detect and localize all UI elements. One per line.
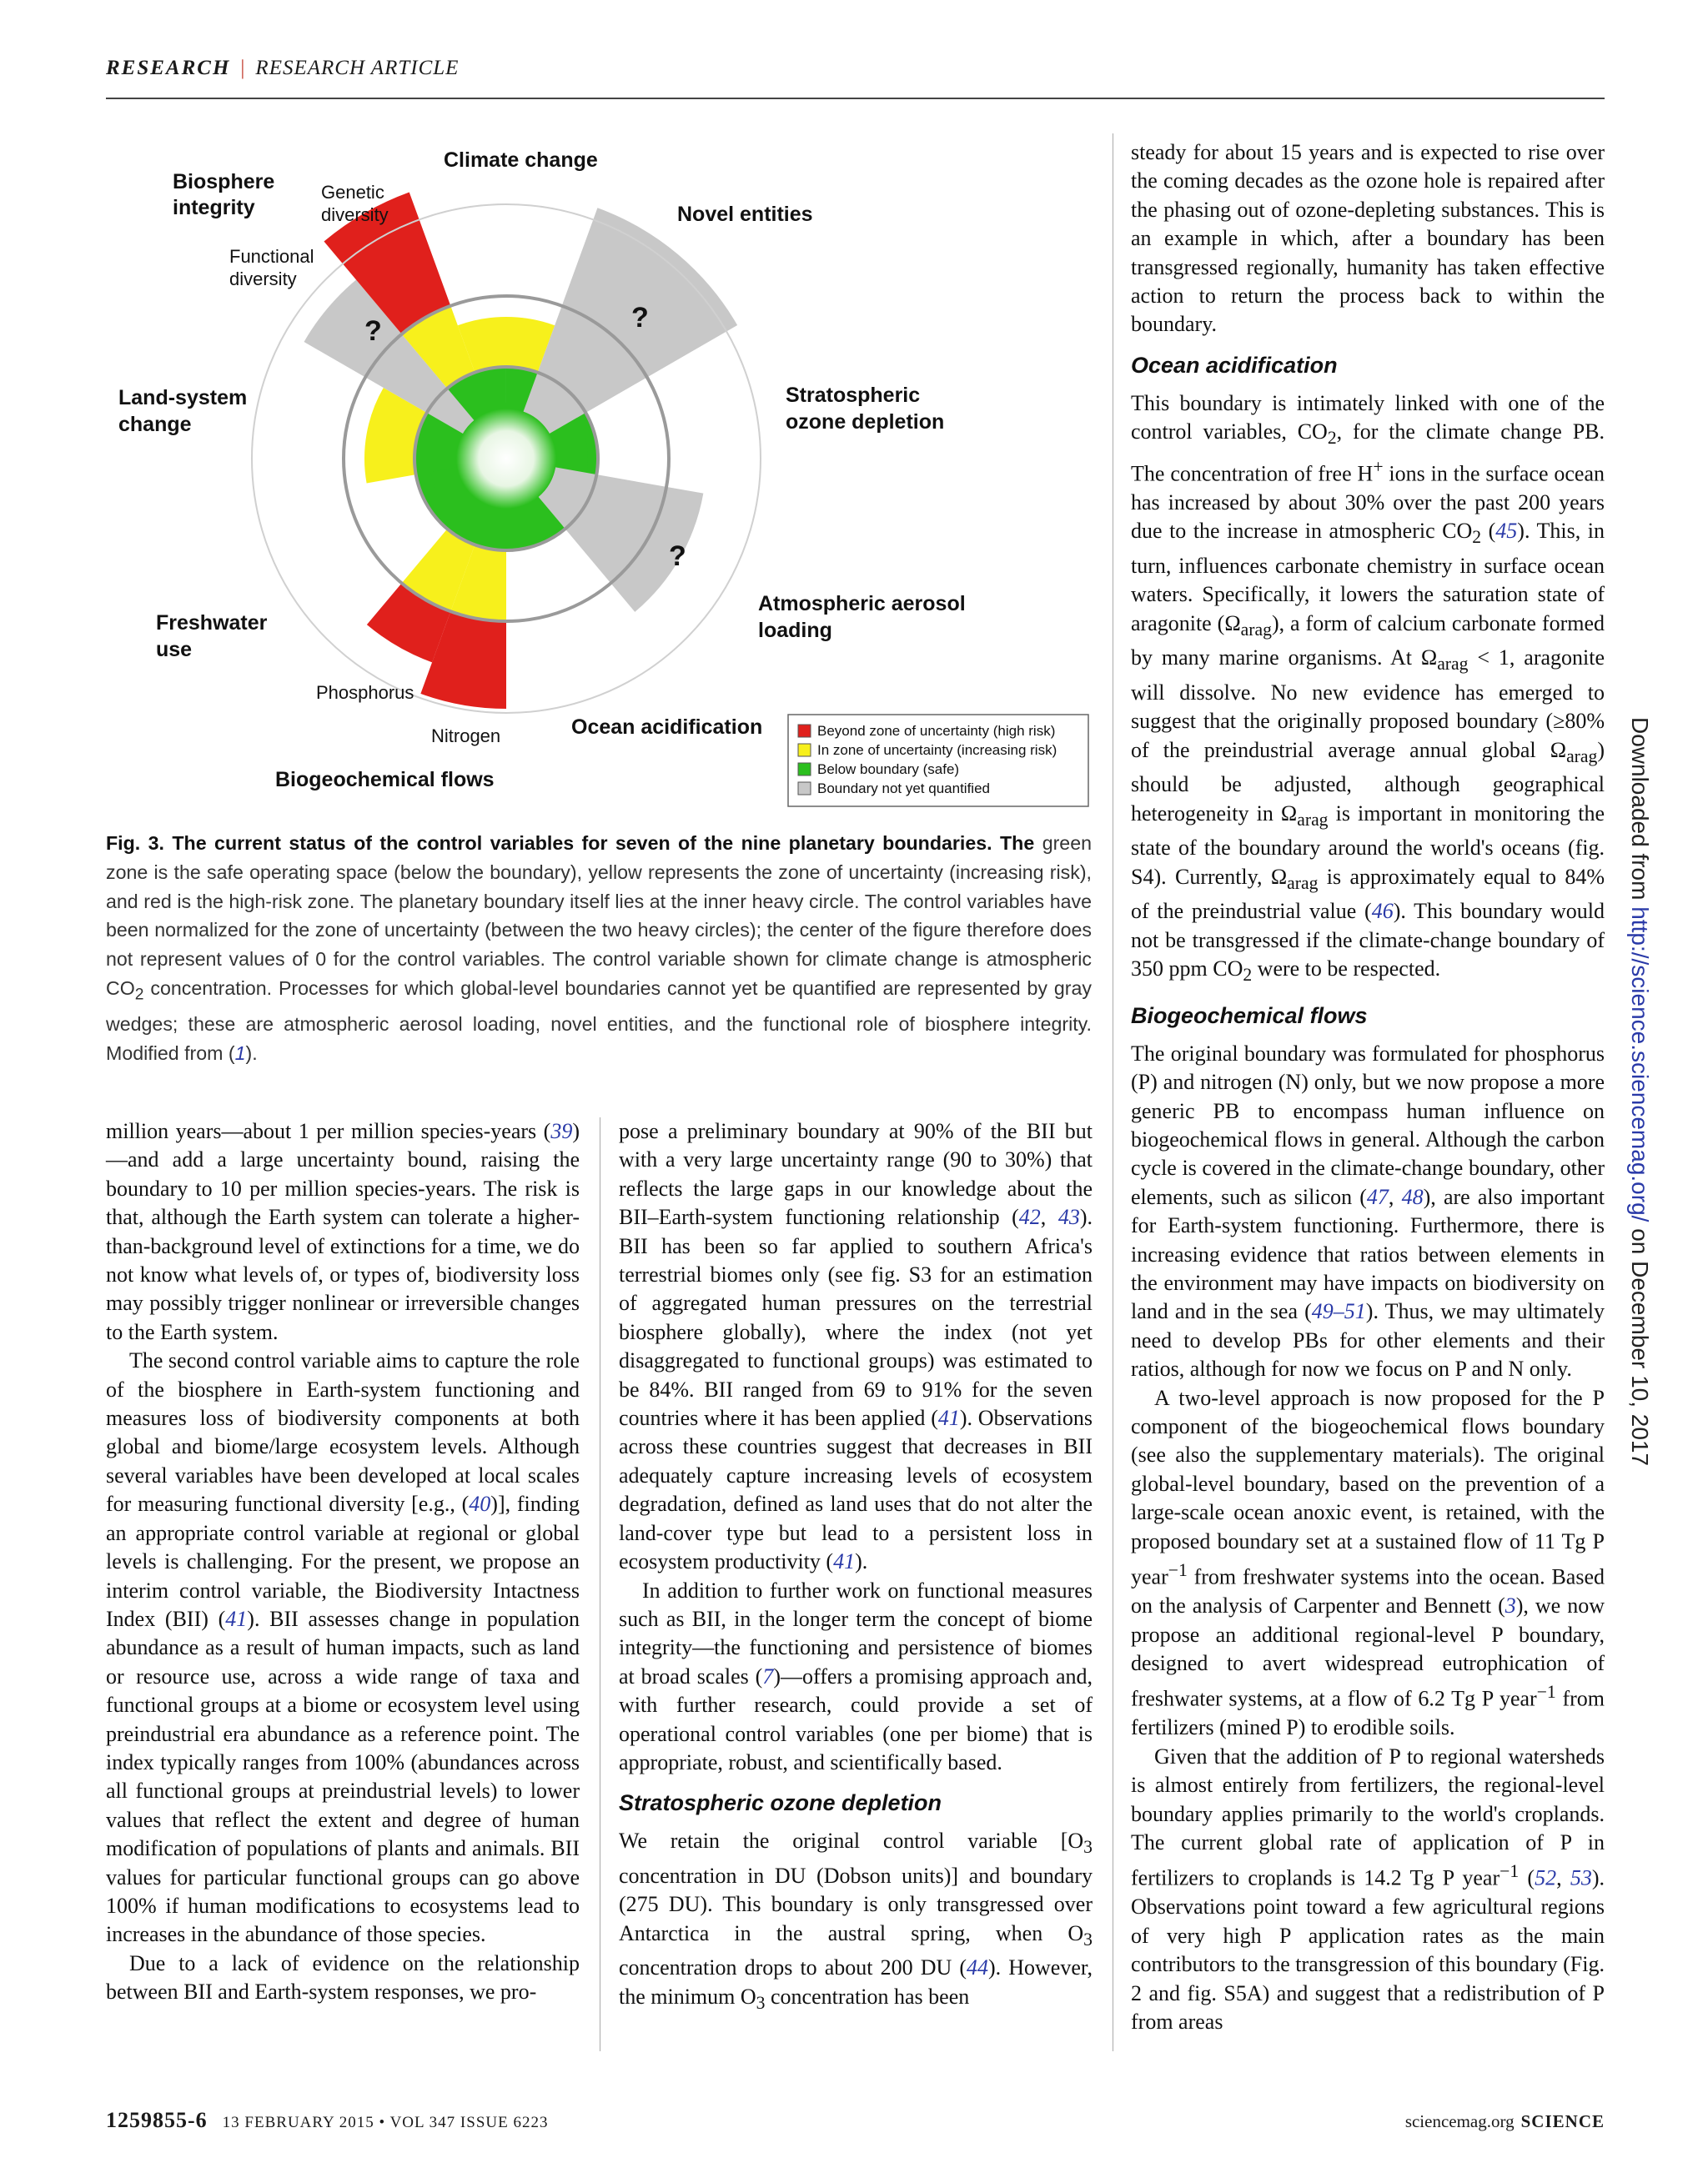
citation-link[interactable]: 7 [762, 1664, 774, 1689]
unknown-mark-novel: ? [631, 302, 649, 334]
site-name: sciencemag.org [1404, 2111, 1515, 2131]
label-freshwater-use: use [156, 638, 193, 661]
legend-label-yellow: In zone of uncertainty (increasing risk) [817, 742, 1057, 758]
citation-link[interactable]: 41 [225, 1606, 248, 1631]
citation-link[interactable]: 45 [1495, 519, 1518, 544]
label-nitrogen: Nitrogen [431, 725, 501, 746]
label-functional: Functional [229, 246, 314, 267]
citation-link[interactable]: 53 [1570, 1866, 1592, 1891]
subsection-label: RESEARCH ARTICLE [255, 57, 460, 79]
label-biogeochemical-flows: Biogeochemical flows [275, 768, 495, 791]
paragraph: Due to a lack of evidence on the relationship between BII and Earth-system responses, we pro- [106, 1950, 580, 2005]
caption-text: green zone is the safe operating space (below the boundary), yellow represents the zone of uncertainty (increasing risk), and red is the high-risk zone. The planetary boundary itself lies at the inner heavy circle. The control variables have been normalized for the zone of uncertainty (between the two heavy circles); the center of the figure therefore does not represent values of 0 for the control variables. The control variable shown for climate change is atmospheric CO [106, 832, 1092, 999]
label-ocean-acidification: Ocean acidification [571, 715, 763, 739]
figure-caption [106, 829, 1092, 1068]
legend-swatch-green [798, 763, 811, 775]
legend-swatch-gray [798, 782, 811, 795]
citation-link[interactable]: 39 [550, 1119, 573, 1143]
header-rule [106, 98, 1605, 99]
citation-link[interactable]: 42 [1018, 1205, 1041, 1230]
label-aerosol: Atmospheric aerosol [758, 592, 966, 615]
label-land-change: change [118, 413, 192, 436]
unknown-mark-aerosol: ? [669, 540, 686, 572]
paragraph: In addition to further work on functional measures such as BII, in the longer term the concept of biome integrity—the functioning and persistence of biomes at broad scales (7)—offers a promising approach and, with further research, could provide a set of operational control variables (one per biome) that is appropriate, robust, and scientifically based. [619, 1578, 1093, 1774]
caption-title: Fig. 3. The current status of the control variables for seven of the nine planetary boundaries. The [106, 832, 1035, 854]
wedge-climate-yellow [458, 317, 555, 373]
wedge-novel-gray [524, 208, 738, 434]
footer-left [106, 2108, 548, 2133]
label-stratospheric: Stratospheric [786, 384, 921, 407]
section-heading-ozone: Stratospheric ozone depletion [619, 1790, 942, 1816]
legend-swatch-yellow [798, 744, 811, 756]
section-heading-ocean: Ocean acidification [1131, 352, 1338, 378]
label-functional-diversity: diversity [229, 268, 297, 289]
citation-link[interactable]: 3 [1505, 1593, 1516, 1618]
download-stamp: Downloaded from http://science.sciencemag.org/ on December 10, 2017 [1627, 717, 1653, 1467]
header-separator: | [240, 57, 246, 79]
citation-link[interactable]: 46 [1371, 899, 1394, 924]
label-novel-entities: Novel entities [677, 203, 813, 226]
planetary-boundaries-figure [106, 133, 1098, 817]
label-integrity: integrity [173, 196, 255, 219]
label-genetic-diversity: diversity [321, 204, 389, 225]
paragraph: Given that the addition of P to regional watersheds is almost entirely from fertilizers, the regional-level boundary applies primarily to the world's croplands. The current global rate of application of P in fertilizers to croplands is 14.2 Tg P year$^{-1}$ (52, 53). Observations point toward a few agricultural regions of very high P application rates as the main contributors to the transgression of this boundary (Fig. 2 and fig. S5A) and suggest that a redistribution of P from areas [1131, 1744, 1605, 2035]
caption-text-3: ). [245, 1042, 258, 1065]
label-phosphorus: Phosphorus [316, 682, 414, 703]
citation-link[interactable]: 47 [1366, 1184, 1389, 1209]
running-header [106, 57, 459, 80]
paragraph: million years—about 1 per million species-years (39)—and add a large uncertainty bound, raising the boundary to 10 per million species-years. The risk is that, although the Earth system can tolerate a higher-than-background level of extinctions for a time, we do not know what levels of, or types of, biodiversity loss may possibly trigger nonlinear or irreversible changes to the Earth system. [106, 1119, 580, 1344]
journal-name: SCIENCE [1520, 2111, 1605, 2131]
unknown-mark-functional: ? [364, 315, 382, 347]
citation-link[interactable]: 52 [1535, 1866, 1557, 1891]
caption-ref-link[interactable]: 1 [234, 1042, 246, 1065]
label-land-system: Land-system [118, 386, 248, 409]
download-link[interactable]: http://science.sciencemag.org/ [1627, 906, 1653, 1222]
citation-link[interactable]: 40 [469, 1492, 491, 1517]
legend-swatch-red [798, 725, 811, 737]
section-label: RESEARCH [106, 57, 231, 79]
citation-link[interactable]: 41 [937, 1406, 960, 1431]
page-number: 1259855-6 [106, 2108, 208, 2132]
label-genetic: Genetic [321, 182, 384, 203]
paragraph: A two-level approach is now proposed for the P component of the biogeochemical flows boundary (see also the supplementary materials). The original global-level boundary, based on the prevention of a large-scale ocean anoxic event, is retained, with the proposed boundary set at a sustained flow of 11 Tg P year$^{-1}$ from freshwater systems into the ocean. Based on the analysis of Carpenter and Bennett (3), we now propose an additional regional-level P boundary, designed to avert widespread eutrophication of freshwater systems, at a flow of 6.2 Tg P year$^{-1}$ from fertilizers (mined P) to erodible soils. [1131, 1385, 1605, 1740]
legend-label-gray: Boundary not yet quantified [817, 780, 990, 796]
paragraph: We retain the original control variable [$O_3$ concentration in DU (Dobson units)] and boundary (275 DU). This boundary is only transgressed over Antarctica in the austral spring, when $O_3$ concentration drops to about 200 DU (44). However, the minimum $O_3$ concentration has been [619, 1829, 1093, 2013]
safe-center [456, 409, 556, 509]
body-column-3 [1131, 138, 1605, 2037]
citation-link[interactable]: 41 [833, 1549, 856, 1574]
caption-text-2: concentration. Processes for which global-level boundaries cannot yet be quantified are represented by gray wedges; these are atmospheric aerosol loading, novel entities, and the functional role of biosphere integrity. Modified from ( [106, 976, 1092, 1065]
citation-link[interactable]: 43 [1057, 1205, 1080, 1230]
caption-sub: 2 [134, 986, 144, 1004]
body-column-1 [106, 1117, 580, 2007]
label-ozone-depletion: ozone depletion [786, 410, 945, 434]
body-column-2 [619, 1117, 1093, 2017]
label-freshwater: Freshwater [156, 611, 268, 635]
paragraph: The second control variable aims to capture the role of the biosphere in Earth-system functioning and measures loss of biodiversity components at both global and biome/large ecosystem levels. Although several variables have been developed at local scales for measuring functional diversity [e.g., (40)], finding an appropriate control variable at regional or global levels is challenging. For the present, we propose an interim control variable, the Biodiversity Intactness Index (BII) (41). BII assesses change in population abundance as a result of human impacts, such as land or resource use, across a wide range of taxa and functional groups at a biome or ecosystem level using preindustrial era abundance as a reference point. The index typically ranges from 100% (abundances across all functional groups at preindustrial levels) to lower values that reflect the extent and degree of human modification of populations of plants and animals. BII values for particular functional groups can go above 100% if human modifications to ecosystems lead to increases in the abundance of those species. [106, 1348, 580, 1947]
paragraph: pose a preliminary boundary at 90% of the BII but with a very large uncertainty range (90 to 30%) that reflects the large gaps in our knowledge about the BII–Earth-system functioning relationship (42, 43). BII has been so far applied to southern Africa's terrestrial biomes only (see fig. S3 for an estimation of aggregated human pressures on the terrestrial biosphere globally), where the index (not yet disaggregated to functional groups) was estimated to be 84%. BII ranged from 69 to 91% for the seven countries where it has been applied (41). Observations across these countries suggest that decreases in BII adequately capture increasing levels of ecosystem degradation, defined as land uses that do not alter the land-cover type but lead to a persistent loss in ecosystem productivity (41). [619, 1119, 1093, 1574]
citation-link[interactable]: 44 [967, 1955, 988, 1980]
citation-link[interactable]: 48 [1401, 1184, 1424, 1209]
footer-right [1405, 2111, 1605, 2132]
issue-date: 13 FEBRUARY 2015 • VOL 347 ISSUE 6223 [222, 2114, 549, 2131]
label-biosphere: Biosphere [173, 170, 275, 193]
citation-link[interactable]: 49–51 [1311, 1299, 1366, 1324]
legend-label-green: Below boundary (safe) [817, 761, 960, 777]
paragraph: The original boundary was formulated for phosphorus (P) and nitrogen (N) only, but we now propose a more generic PB to encompass human influence on biogeochemical flows in general. Although the carbon cycle is covered in the climate-change boundary, other elements, such as silicon (47, 48), are also important for Earth-system functioning. Furthermore, there is increasing evidence that ratios between elements in the environment may have impacts on biodiversity on land and in the sea (49–51). Thus, we may ultimately need to develop PBs for other elements and their ratios, although for now we focus on P and N only. [1131, 1041, 1605, 1382]
figure-legend [788, 715, 1088, 806]
label-aerosol-loading: loading [758, 619, 832, 642]
paragraph: This boundary is intimately linked with one of the control variables, $CO_2$, for the climate change PB. The concentration of free H+ ions in the surface ocean has increased by about 30% over the past 200 years due to the increase in atmospheric $CO_2$ (45). This, in turn, influences carbonate chemistry in surface ocean waters. Specifically, it lowers the saturation state of aragonite $(\Omega_{arag})$, a form of calcium carbonate formed by many marine organisms. At $\Omega_{arag} < 1$, aragonite will dissolve. No new evidence has emerged to suggest that the originally proposed boundary (≥80% of the preindustrial average annual global $\Omega_{arag}$) should be adjusted, although geographical heterogeneity in $\Omega_{arag}$ is important in monitoring the state of the boundary around the world's oceans (fig. S4). Currently, $\Omega_{arag}$ is approximately equal to 84% of the preindustrial value (46). This boundary would not be transgressed if the climate-change boundary of 350 ppm $CO_2$ were to be respected. [1131, 390, 1605, 986]
label-climate-change: Climate change [444, 148, 598, 172]
paragraph: steady for about 15 years and is expected to rise over the coming decades as the ozone hole is repaired after the phasing out of ozone-depleting substances. This is an example in which, after a boundary has been transgressed regionally, humanity has taken effective action to return the process back to within the boundary. [1131, 140, 1605, 337]
section-heading-biogeochemical: Biogeochemical flows [1131, 1002, 1368, 1028]
legend-label-red: Beyond zone of uncertainty (high risk) [817, 723, 1056, 739]
